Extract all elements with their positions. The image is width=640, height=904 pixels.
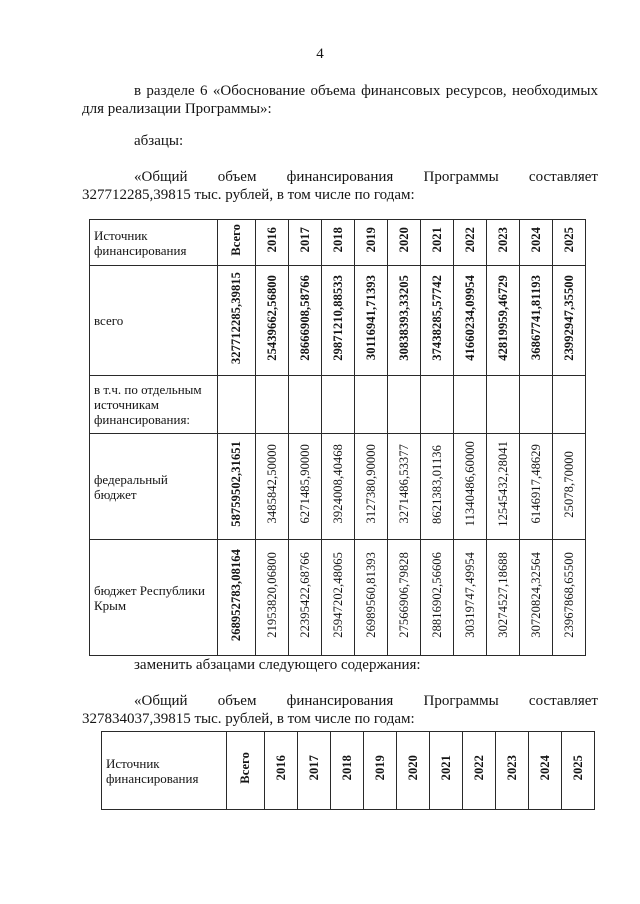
header-year-2020: 2020: [396, 227, 411, 253]
row-year-cell: [553, 540, 586, 656]
header-year-2025: 2025: [561, 227, 576, 253]
header-year-cell: [388, 220, 421, 266]
header-year-cell: [562, 732, 595, 810]
row-year-value: 25439662,56800: [264, 275, 279, 361]
row-year-cell: [421, 434, 454, 540]
row-year-cell: [454, 540, 487, 656]
row-total-value: 268952783,08164: [229, 548, 243, 642]
row-year-cell: [388, 376, 421, 434]
header-year-2024: 2024: [537, 755, 552, 781]
row-year-value: 6146917,48629: [528, 444, 543, 524]
header-total-label: Всего: [238, 752, 252, 784]
header-year-cell: [298, 732, 331, 810]
header-year-2020: 2020: [405, 755, 420, 781]
row-year-cell: [355, 266, 388, 376]
old-total-line-2: 327712285,39815 тыс. рублей, в том числе по годам:: [82, 187, 415, 203]
header-year-cell: [397, 732, 430, 810]
row-total-cell: [218, 266, 256, 376]
table-header-row: [90, 220, 586, 266]
row-year-value: 8621383,01136: [429, 444, 444, 524]
table-row: [90, 266, 586, 376]
row-year-cell: [553, 266, 586, 376]
row-year-cell: [520, 540, 553, 656]
row-year-cell: [487, 376, 520, 434]
row-year-cell: [553, 376, 586, 434]
table-header-row: [102, 732, 595, 810]
row-year-value: 27566906,79828: [396, 552, 411, 638]
intro-line-2: для реализации Программы»:: [82, 101, 272, 117]
header-year-cell: [289, 220, 322, 266]
row-year-value: 3924008,40468: [330, 444, 345, 524]
row-year-value: 21953820,06800: [264, 552, 279, 638]
row-year-cell: [454, 376, 487, 434]
row-year-cell: [520, 266, 553, 376]
row-year-value: 26989560,81393: [363, 552, 378, 638]
row-year-value: 30274527,18688: [495, 552, 510, 638]
header-year-cell: [454, 220, 487, 266]
row-year-value: 3127380,90000: [363, 444, 378, 524]
financing-table-new: [101, 731, 595, 810]
row-year-cell: [520, 376, 553, 434]
row-year-value: 41660234,09954: [462, 275, 477, 361]
header-year-cell: [355, 220, 388, 266]
row-year-value: 12545432,28041: [495, 441, 510, 527]
header-year-cell: [487, 220, 520, 266]
row-year-value: 30116941,71393: [363, 275, 378, 361]
header-year-2016: 2016: [273, 755, 288, 781]
row-year-value: 23992947,35500: [561, 275, 576, 361]
header-year-cell: [553, 220, 586, 266]
row-source-label: федеральный бюджет: [90, 434, 218, 540]
row-year-value: 3485842,50000: [264, 444, 279, 524]
header-year-2017: 2017: [297, 227, 312, 253]
row-year-cell: [256, 434, 289, 540]
header-year-2019: 2019: [363, 227, 378, 253]
intro-paragraph: [82, 82, 598, 118]
header-year-2023: 2023: [504, 755, 519, 781]
header-source-cell: Источник финансирования: [90, 220, 218, 266]
header-year-cell: [265, 732, 298, 810]
header-year-cell: [520, 220, 553, 266]
header-year-2018: 2018: [330, 227, 345, 253]
row-year-value: 28816902,56606: [429, 552, 444, 638]
row-year-value: 30319747,49954: [462, 552, 477, 638]
header-year-cell: [421, 220, 454, 266]
header-year-2025: 2025: [570, 755, 585, 781]
row-year-cell: [355, 376, 388, 434]
old-total-paragraph: [82, 168, 598, 204]
row-total-cell: [218, 376, 256, 434]
header-year-2024: 2024: [528, 227, 543, 253]
row-total-value: 327712285,39815: [229, 271, 243, 365]
row-year-cell: [355, 434, 388, 540]
row-source-label: бюджет Республики Крым: [90, 540, 218, 656]
old-total-line-1: «Общий объем финансирования Программы составляет: [134, 169, 598, 185]
row-year-cell: [322, 434, 355, 540]
row-year-cell: [388, 266, 421, 376]
row-year-cell: [553, 434, 586, 540]
row-year-cell: [289, 540, 322, 656]
row-year-cell: [487, 266, 520, 376]
header-year-cell: [331, 732, 364, 810]
row-year-value: 3271486,53377: [396, 444, 411, 524]
row-year-cell: [454, 434, 487, 540]
header-year-2018: 2018: [339, 755, 354, 781]
intro-line-1: в разделе 6 «Обоснование объема финансовых ресурсов, необходимых: [134, 83, 598, 99]
abzacy-label: абзацы:: [134, 133, 184, 149]
row-year-value: 25947202,48065: [330, 552, 345, 638]
new-total-line-1: «Общий объем финансирования Программы составляет: [134, 693, 598, 709]
header-year-cell: [364, 732, 397, 810]
row-year-value: 29871210,88533: [330, 275, 345, 361]
header-year-cell: [430, 732, 463, 810]
row-year-cell: [322, 266, 355, 376]
financing-table-old: [89, 219, 586, 656]
row-year-cell: [289, 266, 322, 376]
table-row: [90, 376, 586, 434]
header-year-2021: 2021: [438, 755, 453, 781]
row-year-value: 11340486,60000: [462, 441, 477, 527]
page-number: 4: [316, 46, 324, 62]
table-row: [90, 434, 586, 540]
row-year-value: 37438285,57742: [429, 275, 444, 361]
row-year-value: 30720824,32564: [528, 552, 543, 638]
header-total-cell: [218, 220, 256, 266]
header-year-cell: [463, 732, 496, 810]
header-year-2023: 2023: [495, 227, 510, 253]
new-total-line-2: 327834037,39815 тыс. рублей, в том числе по годам:: [82, 711, 415, 727]
row-total-cell: [218, 540, 256, 656]
header-total-label: Всего: [229, 224, 243, 256]
header-year-cell: [256, 220, 289, 266]
row-year-value: 28666908,58766: [297, 275, 312, 361]
row-year-cell: [454, 266, 487, 376]
header-source-cell: Источник финансирования: [102, 732, 227, 810]
header-year-2021: 2021: [429, 227, 444, 253]
row-year-cell: [487, 434, 520, 540]
row-year-cell: [256, 540, 289, 656]
row-year-value: 6271485,90000: [297, 444, 312, 524]
row-year-cell: [256, 376, 289, 434]
header-year-2022: 2022: [462, 227, 477, 253]
row-year-value: 25078,70000: [561, 450, 576, 518]
header-year-2016: 2016: [264, 227, 279, 253]
row-year-cell: [487, 540, 520, 656]
header-total-cell: [227, 732, 265, 810]
row-year-value: 36867741,81193: [528, 275, 543, 361]
row-year-value: 42819959,46729: [495, 275, 510, 361]
row-year-cell: [421, 540, 454, 656]
row-year-cell: [520, 434, 553, 540]
row-total-value: 58759502,31651: [229, 441, 243, 527]
row-year-cell: [388, 434, 421, 540]
row-year-cell: [289, 376, 322, 434]
row-year-cell: [421, 376, 454, 434]
table-row: [90, 540, 586, 656]
replace-instruction: заменить абзацами следующего содержания:: [134, 657, 421, 673]
row-total-cell: [218, 434, 256, 540]
header-year-cell: [529, 732, 562, 810]
row-year-cell: [355, 540, 388, 656]
row-source-label: в т.ч. по отдельным источникам финансирования:: [90, 376, 218, 434]
new-total-paragraph: [82, 692, 598, 728]
row-year-cell: [289, 434, 322, 540]
row-year-cell: [421, 266, 454, 376]
header-year-cell: [322, 220, 355, 266]
header-year-2019: 2019: [372, 755, 387, 781]
row-year-cell: [388, 540, 421, 656]
row-year-cell: [322, 376, 355, 434]
row-year-value: 23967868,65500: [561, 552, 576, 638]
row-year-cell: [256, 266, 289, 376]
header-year-2017: 2017: [306, 755, 321, 781]
header-year-cell: [496, 732, 529, 810]
header-year-2022: 2022: [471, 755, 486, 781]
row-year-value: 30838393,33205: [396, 275, 411, 361]
row-year-cell: [322, 540, 355, 656]
row-source-label: всего: [90, 266, 218, 376]
row-year-value: 22395422,68766: [297, 552, 312, 638]
